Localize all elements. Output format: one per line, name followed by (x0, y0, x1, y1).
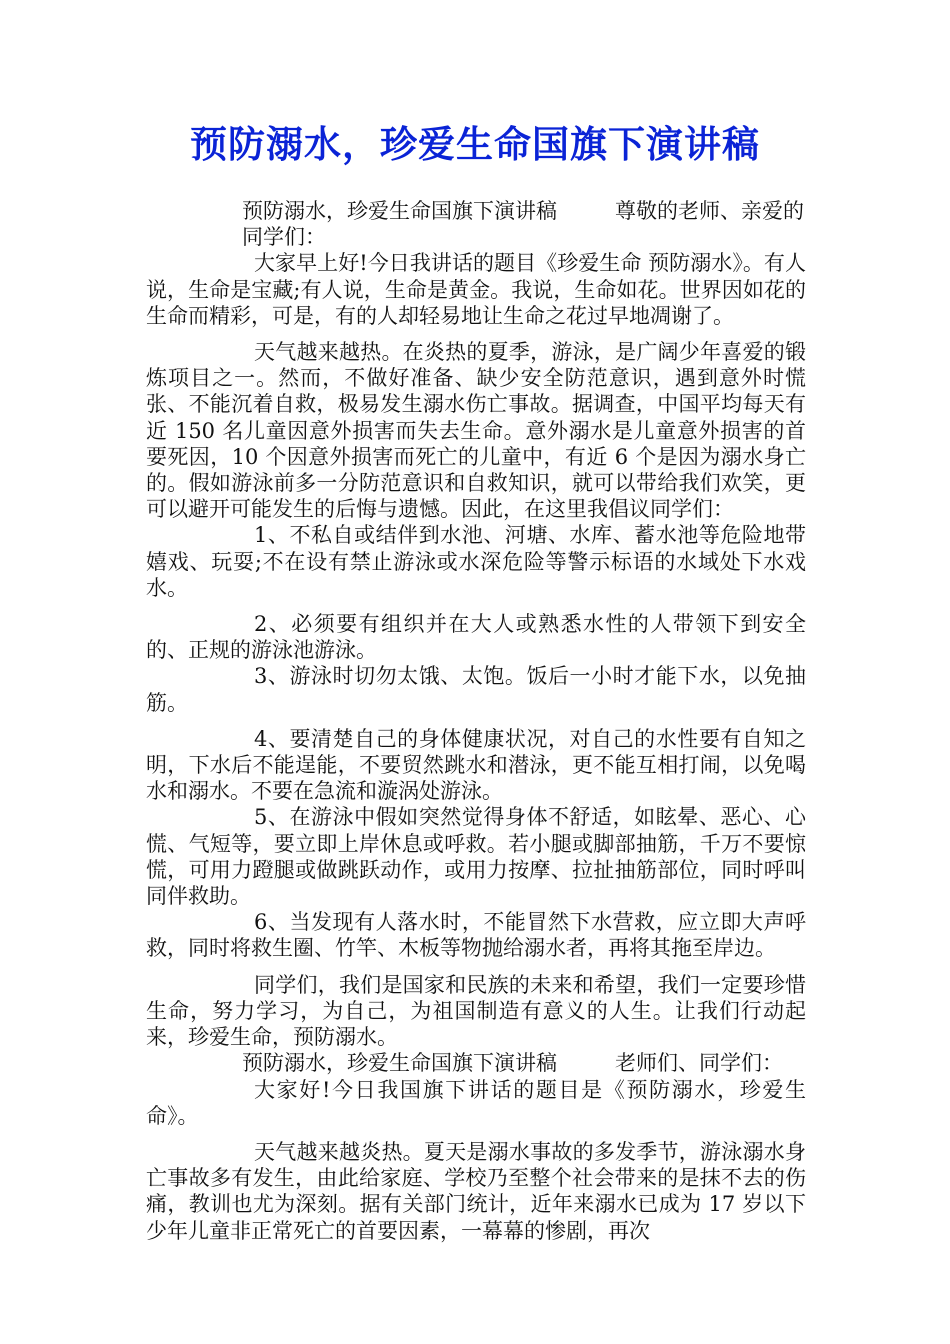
paragraph: 天气越来越热。在炎热的夏季，游泳，是广阔少年喜爱的锻炼项目之一。然而，不做好准备、缺少安全防范意识，遇到意外时慌张、不能沉着自救，极易发生溺水伤亡事故。据调查，中国平均每天有近 150 名儿童因意外损害而失去生命。意外溺水是儿童意外损害的首要死因，10 个因意外损害而死亡的儿童中，有近 6 个是因为溺水身亡的。假如游泳前多一分防范意识和自救知识，就可以带给我们欢笑，更可以避开可能发生的后悔与遗憾。因此，在这里我倡议同学们： (146, 340, 806, 522)
list-item: 2、必须要有组织并在大人或熟悉水性的人带领下到安全的、正规的游泳池游泳。 (146, 612, 806, 663)
page-title: 预防溺水，珍爱生命国旗下演讲稿 (190, 122, 760, 166)
section-header (146, 1050, 806, 1076)
list-item: 4、要清楚自己的身体健康状况，对自己的水性要有自知之明，下水后不能逞能，不要贸然跳水和潜泳，更不能互相打闹，以免喝水和溺水。不要在急流和漩涡处游泳。 (146, 726, 806, 804)
list-item: 1、不私自或结伴到水池、河塘、水库、蓄水池等危险地带嬉戏、玩耍;不在设有禁止游泳或水深危险等警示标语的水域处下水戏水。 (146, 523, 806, 600)
salutation: 尊敬的老师、亲爱的同学们： (242, 199, 804, 250)
list-item: 3、游泳时切勿太饿、太饱。饭后一小时才能下水，以免抽筋。 (146, 664, 806, 715)
document-body (146, 198, 806, 1244)
list-item: 5、在游泳中假如突然觉得身体不舒适，如眩晕、恶心、心慌、气短等，要立即上岸休息或呼救。若小腿或脚部抽筋，千万不要惊慌，可用力蹬腿或做跳跃动作，或用力按摩、拉扯抽筋部位，同时呼叫同伴救助。 (146, 805, 806, 909)
section-header (146, 198, 806, 250)
section-header-title: 预防溺水，珍爱生命国旗下演讲稿 (242, 1051, 557, 1076)
paragraph: 大家早上好!今日我讲话的题目《珍爱生命 预防溺水》。有人说，生命是宝藏;有人说，生命是黄金。我说，生命如花。世界因如花的生命而精彩，可是，有的人却轻易地让生命之花过早地凋谢了。 (146, 251, 806, 328)
paragraph: 天气越来越炎热。夏天是溺水事故的多发季节，游泳溺水身亡事故多有发生，由此给家庭、学校乃至整个社会带来的是抹不去的伤痛，教训也尤为深刻。据有关部门统计，近年来溺水已成为 17 岁以下少年儿童非正常死亡的首要因素，一幕幕的惨剧，再次 (146, 1139, 806, 1243)
list-item: 6、当发现有人落水时，不能冒然下水营救，应立即大声呼救，同时将救生圈、竹竿、木板等物抛给溺水者，再将其拖至岸边。 (146, 910, 806, 961)
paragraph: 大家好!今日我国旗下讲话的题目是《预防溺水，珍爱生命》。 (146, 1077, 806, 1128)
section-header-title: 预防溺水，珍爱生命国旗下演讲稿 (242, 199, 557, 223)
salutation: 老师们、同学们： (615, 1051, 783, 1076)
paragraph: 同学们，我们是国家和民族的未来和希望，我们一定要珍惜生命，努力学习，为自己，为祖国制造有意义的人生。让我们行动起来，珍爱生命，预防溺水。 (146, 972, 806, 1050)
